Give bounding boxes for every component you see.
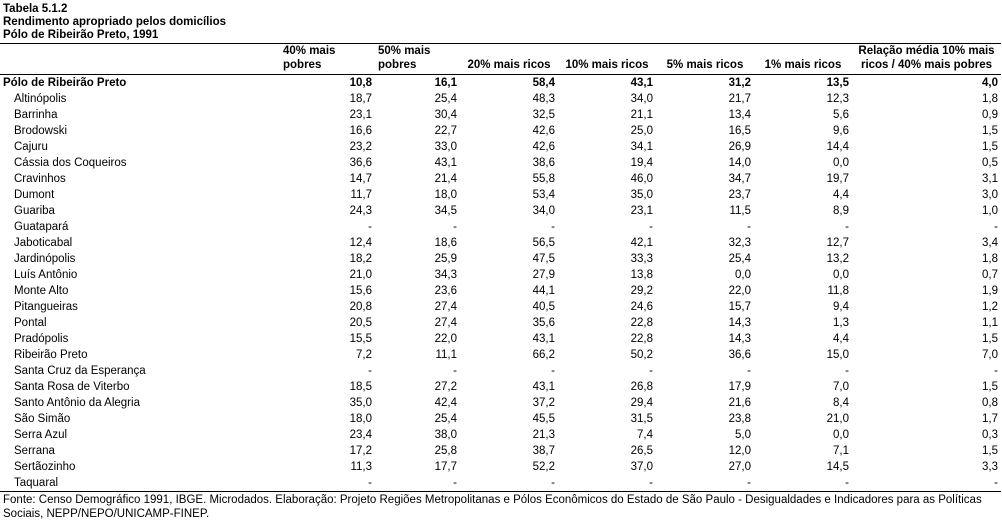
cell-1-richest: 9,6 — [833, 125, 849, 137]
cell-5-richest: 23,8 — [728, 413, 751, 425]
cell-50-poorest: 22,7 — [434, 125, 457, 137]
cell-50-poorest: 25,9 — [434, 253, 457, 265]
cell-20-richest: - — [551, 365, 555, 377]
row-label: Cássia dos Coqueiros — [14, 157, 127, 169]
cell-50-poorest: 21,4 — [434, 173, 457, 185]
cell-20-richest: - — [460, 475, 558, 492]
cell-10-richest: 50,2 — [630, 349, 653, 361]
cell-5-richest: 31,2 — [728, 77, 751, 89]
cell-5-richest: 13,4 — [728, 109, 751, 121]
cell-ratio: - — [852, 475, 1001, 492]
table-row — [0, 427, 1001, 443]
cell-1-richest: 0,0 — [833, 157, 849, 169]
cell-ratio: 0,8 — [982, 397, 998, 409]
cell-1-richest: 14,5 — [826, 461, 849, 473]
cell-10-richest: 19,4 — [630, 157, 653, 169]
table-row — [0, 299, 1001, 315]
cell-ratio: 4,0 — [982, 77, 998, 89]
cell-5-richest: 12,0 — [728, 445, 751, 457]
header-40-poorest: 40% mais pobres — [280, 44, 375, 75]
row-label: Pontal — [14, 317, 47, 329]
table-row — [0, 91, 1001, 107]
cell-1-richest: 13,5 — [826, 77, 849, 89]
cell-1-richest: 11,8 — [827, 285, 849, 297]
cell-5-richest: 21,6 — [728, 397, 751, 409]
cell-5-richest: - — [656, 475, 754, 492]
cell-20-richest: 27,9 — [532, 269, 555, 281]
cell-50-poorest: 34,3 — [434, 269, 457, 281]
cell-1-richest: - — [845, 221, 849, 233]
table-row — [0, 379, 1001, 395]
cell-ratio: 1,8 — [982, 93, 998, 105]
cell-1-richest: 0,0 — [833, 269, 849, 281]
cell-1-richest: 4,4 — [833, 189, 849, 201]
cell-ratio: 0,9 — [982, 109, 998, 121]
row-label: Monte Alto — [14, 285, 69, 297]
cell-5-richest: 11,5 — [729, 205, 751, 217]
row-label: Dumont — [14, 189, 55, 201]
cell-40-poorest: - — [280, 475, 375, 492]
cell-ratio: - — [994, 365, 998, 377]
cell-20-richest: 48,3 — [532, 93, 555, 105]
cell-10-richest: 43,1 — [630, 77, 653, 89]
table-row — [0, 123, 1001, 139]
row-label: Altinópolis — [14, 93, 67, 105]
cell-40-poorest: 23,2 — [349, 141, 372, 153]
table-row — [0, 203, 1001, 219]
row-label: Sertãozinho — [14, 461, 76, 473]
cell-1-richest: 14,4 — [826, 141, 849, 153]
table-row — [0, 283, 1001, 299]
cell-1-richest: 13,2 — [826, 253, 849, 265]
cell-10-richest: 22,8 — [630, 317, 653, 329]
table-subtitle: Pólo de Ribeirão Preto, 1991 — [3, 29, 159, 41]
table-title: Rendimento apropriado pelos domicílios — [3, 16, 226, 28]
table-row — [0, 267, 1001, 283]
cell-40-poorest: 10,8 — [349, 77, 372, 89]
header-10-richest: 10% mais ricos — [558, 44, 656, 75]
header-ratio: Relação média 10% mais ricos / 40% mais pobres — [852, 44, 1001, 75]
header-50-poorest: 50% mais pobres — [375, 44, 460, 75]
cell-50-poorest: 16,1 — [434, 77, 457, 89]
cell-50-poorest: 27,4 — [434, 317, 457, 329]
cell-50-poorest: 11,1 — [435, 349, 457, 361]
row-label: Luís Antônio — [14, 269, 78, 281]
cell-50-poorest: 22,0 — [434, 333, 457, 345]
row-label: São Simão — [14, 413, 71, 425]
cell-50-poorest: 38,0 — [434, 429, 457, 441]
source-note: Fonte: Censo Demográfico 1991, IBGE. Microdados. Elaboração: Projeto Regiões Metropolitanas e Pólos Econômicos do Estado de São Paulo - Desigualdades e Indicadores para as Políticas Sociais, NEPP/NEPO/UNICAMP-FINEP. — [3, 494, 982, 520]
cell-1-richest: 5,6 — [833, 109, 849, 121]
cell-5-richest: 23,7 — [728, 189, 751, 201]
cell-50-poorest: 34,5 — [434, 205, 457, 217]
cell-50-poorest: 17,7 — [434, 461, 457, 473]
cell-20-richest: 43,1 — [532, 333, 555, 345]
cell-1-richest: 21,0 — [826, 413, 849, 425]
cell-40-poorest: 21,0 — [349, 269, 372, 281]
cell-ratio: 1,0 — [982, 205, 998, 217]
cell-20-richest: 42,6 — [532, 125, 555, 137]
table-body — [0, 75, 1001, 492]
cell-5-richest: 14,3 — [728, 333, 751, 345]
cell-40-poorest: 20,8 — [349, 301, 372, 313]
table-row — [0, 443, 1001, 459]
table-row — [0, 139, 1001, 155]
cell-ratio: 1,2 — [982, 301, 998, 313]
table-row — [0, 475, 1001, 492]
table-row — [0, 315, 1001, 331]
cell-5-richest: 17,9 — [728, 381, 751, 393]
row-label: Ribeirão Preto — [14, 349, 88, 361]
cell-5-richest: 16,5 — [728, 125, 751, 137]
cell-20-richest: 34,0 — [532, 205, 555, 217]
table-row — [0, 331, 1001, 347]
cell-40-poorest: 14,7 — [349, 173, 372, 185]
cell-5-richest: 5,0 — [735, 429, 751, 441]
cell-50-poorest: 25,4 — [434, 413, 457, 425]
cell-5-richest: 21,7 — [728, 93, 751, 105]
cell-1-richest: 7,0 — [833, 381, 849, 393]
cell-ratio: 1,5 — [982, 141, 998, 153]
cell-10-richest: 13,8 — [630, 269, 653, 281]
cell-40-poorest: 11,3 — [350, 461, 372, 473]
cell-10-richest: 46,0 — [630, 173, 653, 185]
cell-20-richest: 21,3 — [532, 429, 555, 441]
cell-40-poorest: 15,5 — [349, 333, 372, 345]
cell-40-poorest: 15,6 — [349, 285, 372, 297]
row-label: Pitangueiras — [14, 301, 78, 313]
cell-5-richest: - — [747, 365, 751, 377]
cell-ratio: 0,5 — [982, 157, 998, 169]
table-row — [0, 235, 1001, 251]
cell-50-poorest: 43,1 — [434, 157, 457, 169]
cell-5-richest: 14,3 — [728, 317, 751, 329]
cell-ratio: 3,1 — [982, 173, 998, 185]
table-row — [0, 171, 1001, 187]
header-5-richest: 5% mais ricos — [656, 44, 754, 75]
cell-1-richest: 19,7 — [826, 173, 849, 185]
cell-1-richest: 1,3 — [833, 317, 849, 329]
row-label: Guatapará — [14, 221, 69, 233]
cell-10-richest: 33,3 — [630, 253, 653, 265]
cell-20-richest: 43,1 — [532, 381, 555, 393]
cell-20-richest: 35,6 — [532, 317, 555, 329]
cell-ratio: 3,4 — [982, 237, 998, 249]
cell-20-richest: 38,6 — [532, 157, 555, 169]
cell-50-poorest: 27,2 — [434, 381, 457, 393]
cell-20-richest: 44,1 — [532, 285, 555, 297]
cell-40-poorest: 11,7 — [350, 189, 372, 201]
cell-5-richest: 15,7 — [728, 301, 751, 313]
cell-40-poorest: 23,1 — [349, 109, 372, 121]
cell-ratio: 7,0 — [982, 349, 998, 361]
cell-10-richest: 7,4 — [637, 429, 653, 441]
row-label: Jaboticabal — [14, 237, 73, 249]
table-number: Tabela 5.1.2 — [3, 3, 68, 15]
row-label: Santo Antônio da Alegria — [14, 397, 140, 409]
cell-ratio: 0,7 — [982, 269, 998, 281]
cell-20-richest: 38,7 — [532, 445, 555, 457]
cell-20-richest: 47,5 — [532, 253, 555, 265]
cell-50-poorest: 25,4 — [434, 93, 457, 105]
table-title-block — [0, 0, 1002, 42]
cell-20-richest: 32,5 — [532, 109, 555, 121]
cell-50-poorest: 18,6 — [434, 237, 457, 249]
cell-1-richest: 12,3 — [826, 93, 849, 105]
cell-5-richest: 25,4 — [728, 253, 751, 265]
table-row — [0, 411, 1001, 427]
cell-1-richest: 9,4 — [833, 301, 849, 313]
cell-50-poorest: 25,8 — [434, 445, 457, 457]
cell-5-richest: 0,0 — [735, 269, 751, 281]
row-label: Cravinhos — [14, 173, 66, 185]
cell-50-poorest: - — [375, 475, 460, 492]
row-label: Brodowski — [14, 125, 68, 137]
cell-10-richest: 35,0 — [630, 189, 653, 201]
row-label: Guariba — [14, 205, 55, 217]
cell-20-richest: 53,4 — [532, 189, 555, 201]
cell-10-richest: 29,2 — [630, 285, 653, 297]
row-label: Cajuru — [14, 141, 48, 153]
cell-20-richest: 45,5 — [532, 413, 555, 425]
cell-1-richest: - — [754, 475, 852, 492]
cell-10-richest: 24,6 — [630, 301, 653, 313]
row-label: Barrinha — [14, 109, 58, 121]
cell-40-poorest: 36,6 — [349, 157, 372, 169]
table-row — [0, 251, 1001, 267]
cell-50-poorest: 33,0 — [434, 141, 457, 153]
row-label: Jardinópolis — [14, 253, 76, 265]
cell-5-richest: 36,6 — [728, 349, 751, 361]
cell-50-poorest: 23,6 — [434, 285, 457, 297]
cell-10-richest: 31,5 — [630, 413, 653, 425]
table-row — [0, 219, 1001, 235]
cell-10-richest: - — [558, 475, 656, 492]
cell-10-richest: 25,0 — [630, 125, 653, 137]
table-header — [0, 44, 1001, 75]
cell-1-richest: 7,1 — [833, 445, 849, 457]
cell-5-richest: 32,3 — [728, 237, 751, 249]
cell-ratio: 1,5 — [982, 445, 998, 457]
cell-10-richest: - — [649, 221, 653, 233]
header-1-richest: 1% mais ricos — [754, 44, 852, 75]
table-row-total — [0, 75, 1001, 92]
cell-10-richest: 22,8 — [630, 333, 653, 345]
cell-1-richest: 15,0 — [826, 349, 849, 361]
cell-40-poorest: - — [368, 221, 372, 233]
cell-1-richest: 8,9 — [833, 205, 849, 217]
cell-10-richest: 37,0 — [630, 461, 653, 473]
cell-ratio: 1,9 — [982, 285, 998, 297]
cell-ratio: 1,5 — [982, 333, 998, 345]
cell-50-poorest: 18,0 — [434, 189, 457, 201]
cell-50-poorest: 30,4 — [434, 109, 457, 121]
cell-1-richest: 12,7 — [826, 237, 849, 249]
cell-40-poorest: 18,5 — [349, 381, 372, 393]
cell-40-poorest: 7,2 — [356, 349, 372, 361]
cell-10-richest: 26,8 — [630, 381, 653, 393]
cell-10-richest: 26,5 — [630, 445, 653, 457]
cell-20-richest: 37,2 — [532, 397, 555, 409]
table-row — [0, 347, 1001, 363]
cell-40-poorest: 18,0 — [349, 413, 372, 425]
table-row — [0, 107, 1001, 123]
row-label: Serrana — [14, 445, 55, 457]
cell-ratio: 1,5 — [982, 125, 998, 137]
cell-1-richest: 8,4 — [833, 397, 849, 409]
cell-10-richest: - — [649, 365, 653, 377]
cell-1-richest: 0,0 — [833, 429, 849, 441]
cell-40-poorest: 17,2 — [349, 445, 372, 457]
row-label: Santa Rosa de Viterbo — [14, 381, 130, 393]
cell-10-richest: 34,1 — [630, 141, 653, 153]
cell-10-richest: 42,1 — [630, 237, 653, 249]
cell-5-richest: 26,9 — [728, 141, 751, 153]
cell-20-richest: 58,4 — [532, 77, 555, 89]
cell-10-richest: 34,0 — [630, 93, 653, 105]
row-label: Serra Azul — [14, 429, 68, 441]
cell-ratio: - — [994, 221, 998, 233]
table-row — [0, 363, 1001, 379]
cell-ratio: 3,0 — [982, 189, 998, 201]
cell-40-poorest: 24,3 — [349, 205, 372, 217]
cell-40-poorest: 12,4 — [349, 237, 372, 249]
cell-20-richest: 52,2 — [532, 461, 555, 473]
cell-40-poorest: 35,0 — [349, 397, 372, 409]
cell-20-richest: - — [551, 221, 555, 233]
table-row — [0, 395, 1001, 411]
row-label: Santa Cruz da Esperança — [14, 365, 146, 377]
table-row — [0, 155, 1001, 171]
cell-20-richest: 66,2 — [532, 349, 555, 361]
cell-50-poorest: 42,4 — [434, 397, 457, 409]
cell-20-richest: 56,5 — [532, 237, 555, 249]
cell-40-poorest: 23,4 — [349, 429, 372, 441]
header-locality — [0, 44, 280, 75]
row-label: Taquaral — [0, 475, 280, 492]
cell-50-poorest: 27,4 — [434, 301, 457, 313]
cell-ratio: 0,3 — [982, 429, 998, 441]
row-label: Pradópolis — [14, 333, 69, 345]
cell-10-richest: 21,1 — [630, 109, 653, 121]
cell-20-richest: 40,5 — [532, 301, 555, 313]
cell-1-richest: 4,4 — [833, 333, 849, 345]
cell-ratio: 1,5 — [982, 381, 998, 393]
cell-50-poorest: - — [453, 365, 457, 377]
cell-5-richest: - — [747, 221, 751, 233]
cell-40-poorest: 20,5 — [349, 317, 372, 329]
cell-ratio: 3,3 — [982, 461, 998, 473]
cell-ratio: 1,8 — [982, 253, 998, 265]
row-label: Pólo de Ribeirão Preto — [3, 77, 127, 89]
cell-5-richest: 34,7 — [728, 173, 751, 185]
cell-40-poorest: 18,2 — [349, 253, 372, 265]
table-row — [0, 459, 1001, 475]
cell-ratio: 1,1 — [982, 317, 998, 329]
cell-ratio: 1,7 — [982, 413, 998, 425]
table-row — [0, 187, 1001, 203]
cell-5-richest: 14,0 — [728, 157, 751, 169]
income-table — [0, 43, 1001, 492]
cell-40-poorest: - — [368, 365, 372, 377]
cell-20-richest: 42,6 — [532, 141, 555, 153]
cell-5-richest: 22,0 — [728, 285, 751, 297]
cell-40-poorest: 18,7 — [349, 93, 372, 105]
cell-40-poorest: 16,6 — [349, 125, 372, 137]
cell-50-poorest: - — [453, 221, 457, 233]
cell-10-richest: 29,4 — [630, 397, 653, 409]
cell-10-richest: 23,1 — [630, 205, 653, 217]
cell-20-richest: 55,8 — [532, 173, 555, 185]
cell-1-richest: - — [845, 365, 849, 377]
cell-5-richest: 27,0 — [728, 461, 751, 473]
header-20-richest: 20% mais ricos — [460, 44, 558, 75]
